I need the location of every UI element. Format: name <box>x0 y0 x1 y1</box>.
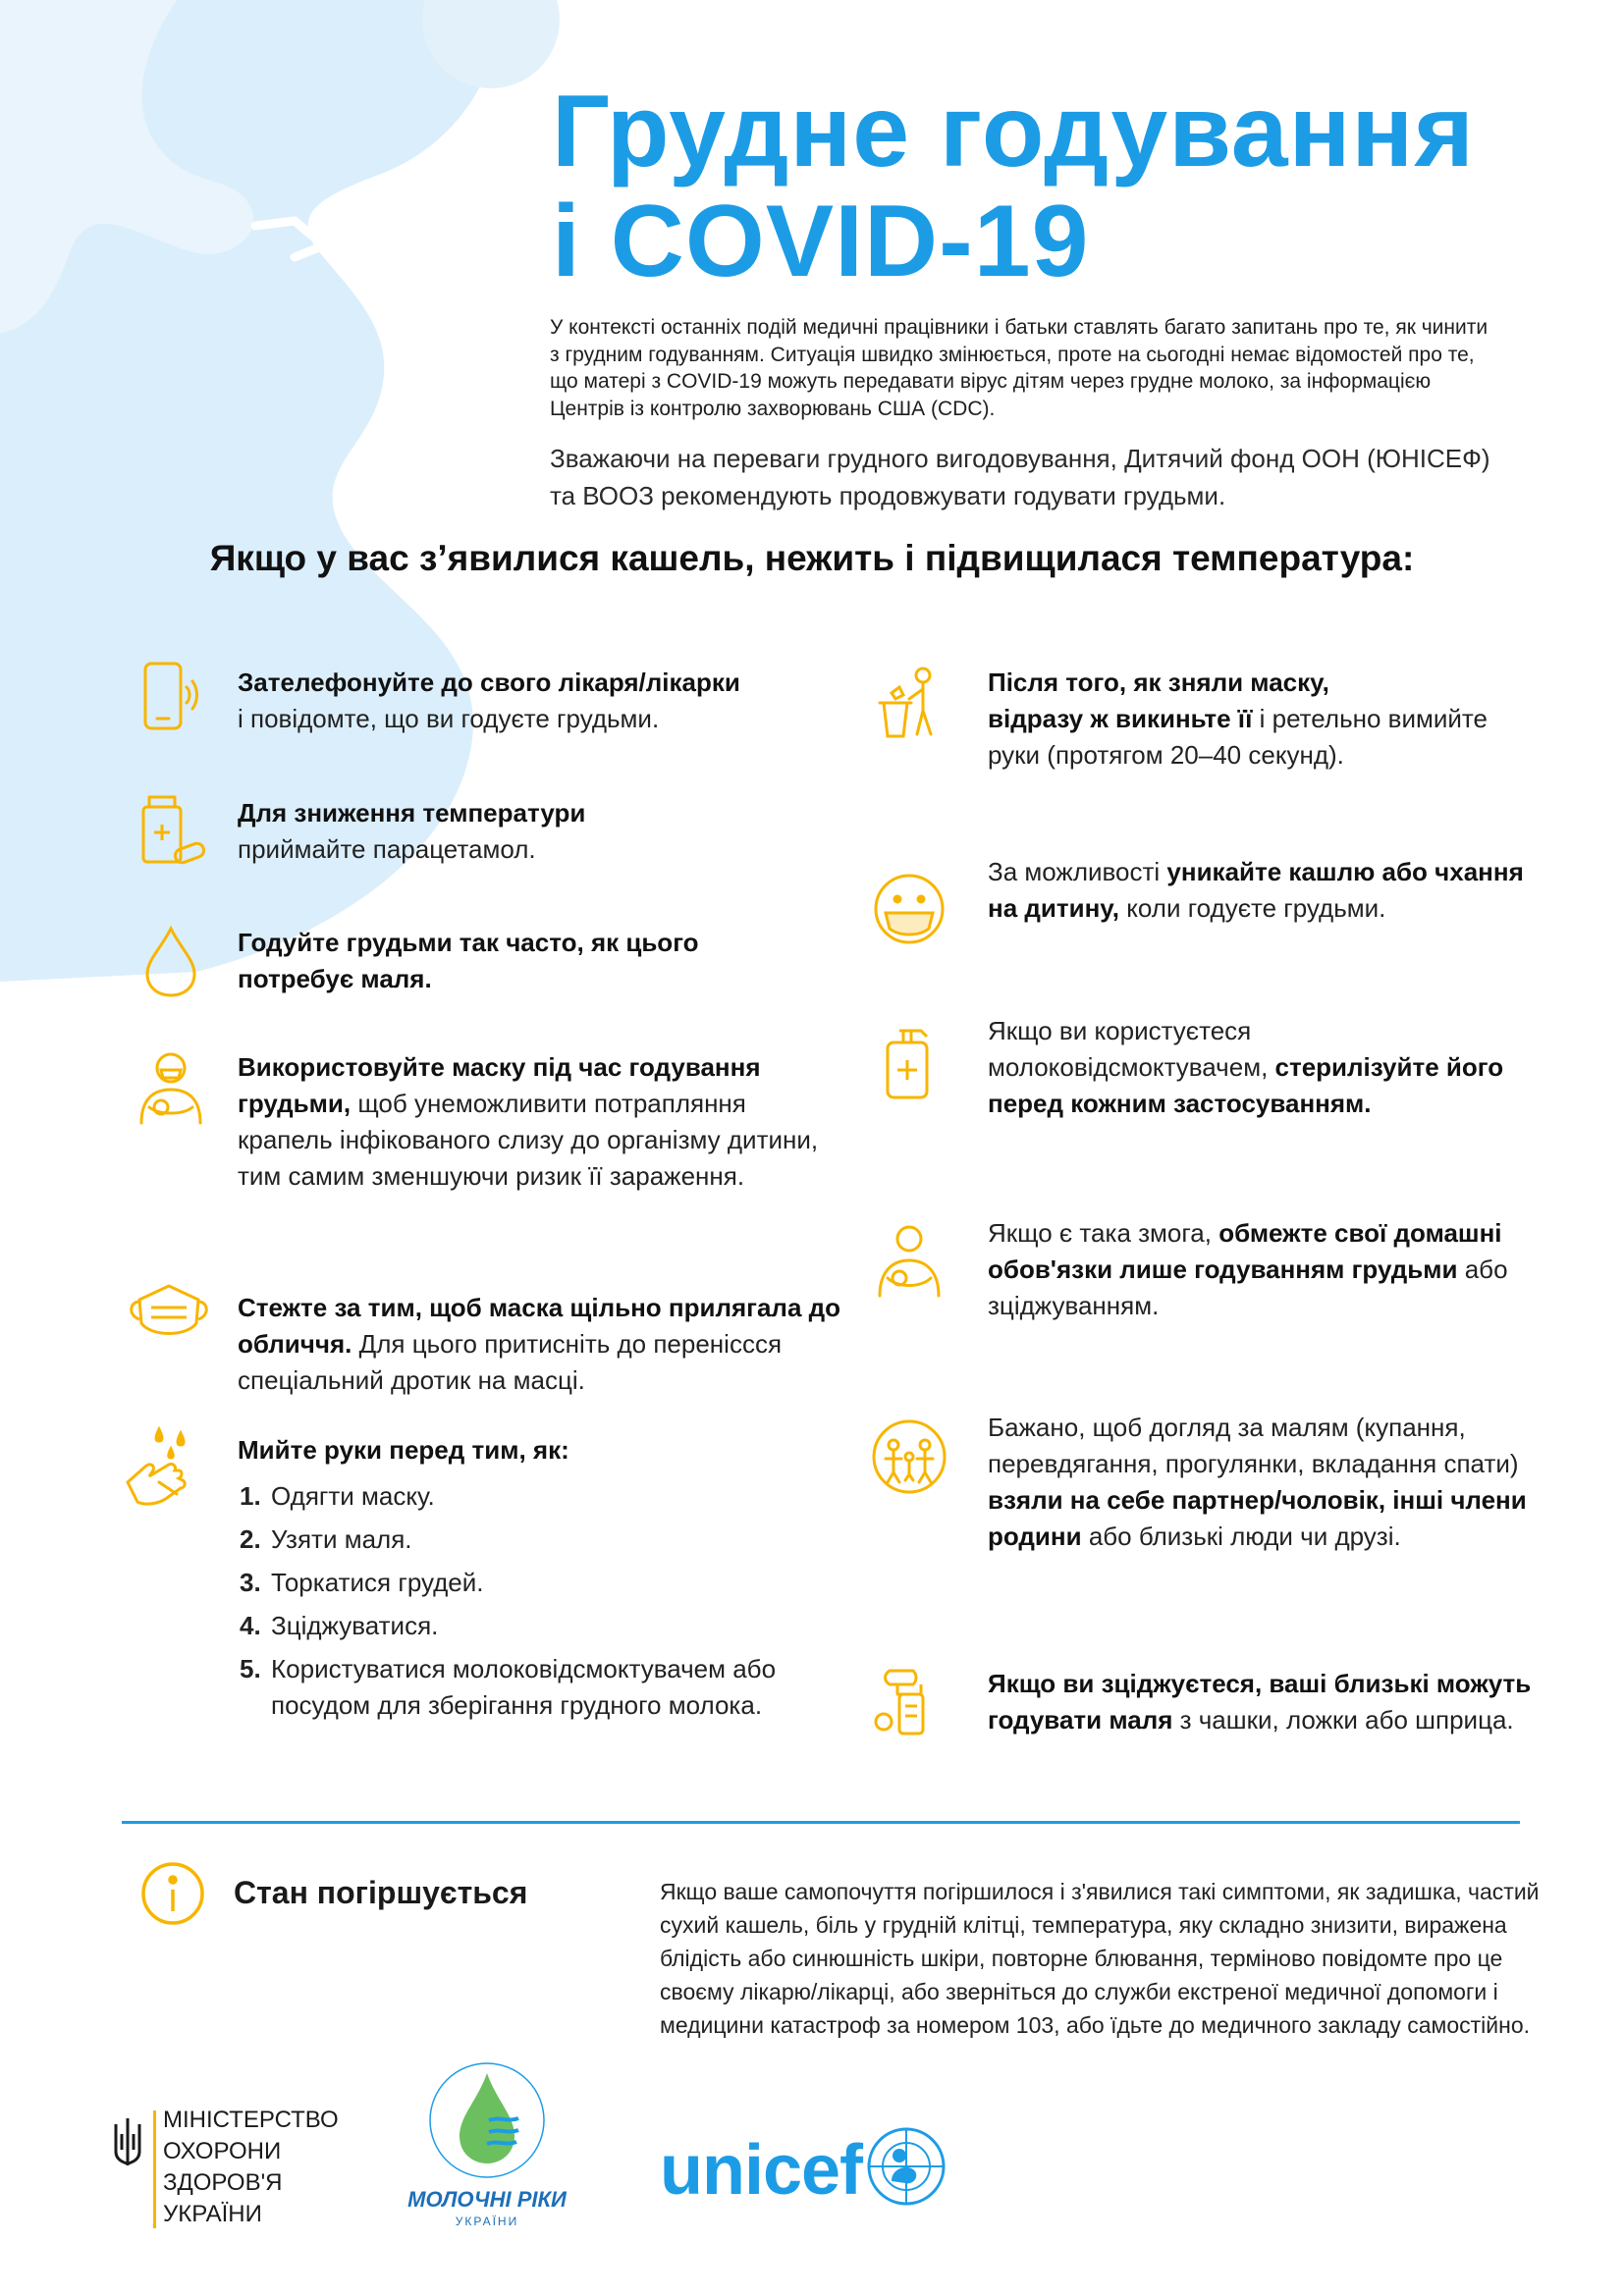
tip-limit-pre: Якщо є така змога, <box>988 1218 1219 1248</box>
breast-pump-icon <box>870 1661 948 1739</box>
list-item: 4. Зціджуватися. <box>240 1611 439 1640</box>
logo-ministry-line: УКРАЇНИ <box>163 2201 262 2227</box>
tip-cup-bold: Якщо ви зціджуєтеся, ваші близькі можуть годувати маля <box>988 1669 1532 1735</box>
tip-fit-bold: Стежте за тим, щоб маска щільно прилягала до обличчя. <box>238 1293 841 1359</box>
symptoms-heading: Якщо у вас з’явилися кашель, нежить і підвищилася температура: <box>209 538 1415 578</box>
milk-rivers-country: УКРАЇНИ <box>455 2215 519 2228</box>
recommendation-paragraph: Зважаючи на переваги грудного вигодовування, Дитячий фонд ООН (ЮНІСЕФ) та ВООЗ рекомендують продовжувати годувати грудьми. <box>550 444 1490 510</box>
logo-yellow-bar <box>153 2110 156 2228</box>
tip-paracetamol-text: приймайте парацетамол. <box>238 834 536 864</box>
sanitizer-bottle-icon <box>870 1025 948 1103</box>
tip-mask-text: щоб унеможливити потрапляння крапель інфікованого слизу до організму дитини, тим самим зменшуючи ризик її зараження. <box>238 1089 819 1191</box>
tip-care-bold: взяли на себе партнер/чоловік, інші члени родини <box>988 1485 1527 1551</box>
milk-rivers-name: МОЛОЧНІ РІКИ <box>407 2187 567 2212</box>
face-mask-icon <box>122 1272 216 1351</box>
tip-limit-bold: обмежте свої домашні обов'язки лише годуванням грудьми <box>988 1218 1502 1284</box>
tip-call-bold: Зателефонуйте до свого лікаря/лікарки <box>238 667 740 697</box>
milk-drop-icon <box>132 923 210 1001</box>
tip-pump-bold: стерилізуйте його перед кожним застосуванням. <box>988 1052 1504 1118</box>
mother-mask-baby-icon <box>132 1050 210 1129</box>
tip-wash-bold: Мийте руки перед тим, як: <box>238 1435 569 1465</box>
tip-avoid-text: коли годуєте грудьми. <box>1119 893 1386 923</box>
tip-pump-pre: Якщо ви користуєтеся молоковідсмоктувачем, <box>988 1016 1275 1082</box>
list-item: 3. Торкатися грудей. <box>240 1568 484 1597</box>
tip-fit-text: Для цього притисніть до переніссся спеціальний дротик на масці. <box>238 1329 783 1395</box>
milk-rivers-emblem <box>389 2061 585 2189</box>
section-divider <box>122 1821 1520 1824</box>
title-line-1: Грудне годування <box>552 75 1475 188</box>
trident-icon <box>108 2114 147 2173</box>
phone-icon <box>132 658 210 736</box>
unicef-logo <box>660 2130 862 2211</box>
tip-avoid-pre: За можливості <box>988 857 1167 886</box>
wash-steps-list <box>240 1478 829 1731</box>
tip-care-pre: Бажано, щоб догляд за малям (купання, перевдягання, прогулянки, вкладання спати) <box>988 1413 1519 1478</box>
list-item: 2. Узяти маля. <box>240 1524 412 1554</box>
hand-washing-icon <box>120 1425 208 1514</box>
info-icon <box>137 1858 208 1929</box>
tip-dispose-bold-2: відразу ж викиньте її <box>988 704 1253 733</box>
tip-dispose-bold-1: Після того, як зняли маску, <box>988 667 1329 697</box>
tip-feed-bold: Годуйте грудьми так часто, як цього потребує маля. <box>238 928 699 993</box>
tip-paracetamol-bold: Для зниження температури <box>238 798 586 828</box>
page-title <box>552 77 1475 296</box>
list-item: 1. Одягти маску. <box>240 1481 435 1511</box>
tip-care-text: або близькі люди чи друзі. <box>1081 1522 1401 1551</box>
tip-dispose-text: і ретельно вимийте руки (протягом 20–40 секунд). <box>988 704 1488 770</box>
warning-text: Якщо ваше самопочуття погіршилося і з'явилися такі симптоми, як задишка, частий сухий кашель, біль у грудній клітці, температура, яку складно знизити, виражена блідість або синюшність шкіри, повторне блювання, терміново повідомте про це своєму лікарю/лікарці, або зверніться до служби екстреної медичної допомоги і медицини катастроф за номером 103, або їдьте до медичного закладу самостійно. <box>660 1879 1540 2038</box>
intro-paragraph: У контексті останніх подій медичні працівники і батьки ставлять багато запитань про те, як чинити з грудним годуванням. Ситуація швидко змінюється, проте на сьогодні немає відомостей про те, що матері з COVID-19 можуть передавати вірус дітям через грудне молоко, за інформацією Центрів із контролю захворювань США (CDC). <box>550 316 1489 420</box>
logo-ministry-line: МІНІСТЕРСТВО <box>163 2107 339 2133</box>
logo-ministry-line: ЗДОРОВ'Я <box>163 2169 283 2196</box>
unicef-wordmark: unicef <box>660 2131 863 2210</box>
tip-call-text: і повідомте, що ви годуєте грудьми. <box>238 704 660 733</box>
medicine-bottle-icon <box>132 791 210 870</box>
milk-rivers-logo <box>389 2061 585 2228</box>
tip-cup-text: з чашки, ложки або шприца. <box>1172 1705 1514 1735</box>
tip-limit-text: або зціджуванням. <box>988 1255 1508 1320</box>
unicef-emblem-icon <box>866 2126 947 2207</box>
masked-face-icon <box>870 870 948 948</box>
logo-ministry-line: ОХОРОНИ <box>163 2138 282 2164</box>
tip-mask-bold: Використовуйте маску під час годування грудьми, <box>238 1052 761 1118</box>
warning-title: Стан погіршується <box>234 1875 528 1910</box>
list-item: 5. Користуватися молоковідсмоктувачем або посудом для зберігання грудного молока. <box>240 1654 777 1720</box>
trash-disposal-icon <box>870 664 948 742</box>
mother-baby-icon <box>870 1223 948 1302</box>
family-icon <box>870 1417 948 1496</box>
title-line-2: і COVID-19 <box>552 185 1090 298</box>
tip-avoid-bold: уникайте кашлю або чхання на дитину, <box>988 857 1524 923</box>
